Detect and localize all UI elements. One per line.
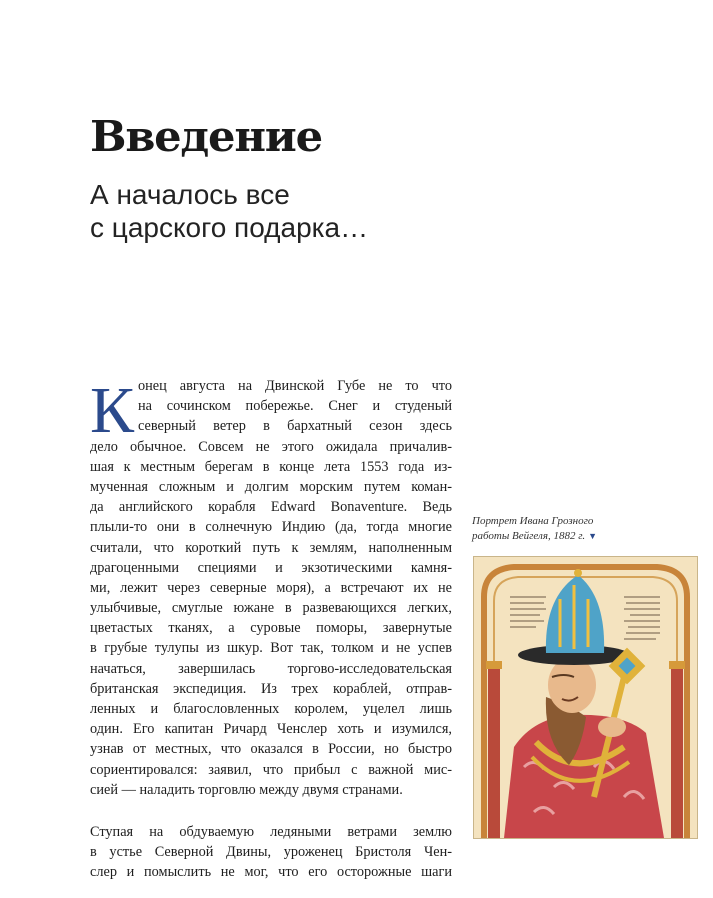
text-line: Ступая на обдуваемую ледяными ветрами землю (90, 823, 452, 840)
portrait-image (473, 556, 698, 839)
text-line: ми, лежит через северные моря), а встречают их не (90, 579, 452, 596)
caption-line: Портрет Ивана Грозного (472, 515, 594, 527)
text-line: в устье Северной Двины, уроженец Бристоля Чен- (90, 844, 452, 861)
text-line: ленных и благословленных королем, уцелел лишь (90, 701, 452, 717)
text-line: начаться, завершилась торгово-исследовательская (90, 660, 452, 677)
subtitle-line: А началось все (90, 179, 290, 210)
paragraph-1 (90, 376, 452, 800)
article-body (90, 376, 452, 883)
text-line: слер и помыслить не мог, что его осторожные шаги (90, 864, 452, 881)
chapter-subtitle (90, 178, 368, 244)
text-line: мученная сложным и долгим морским путем коман- (90, 478, 452, 495)
text-line: узнав от местных, что оказался в России, но быстро (90, 741, 452, 758)
drop-cap: К (90, 374, 135, 447)
text-line: северный ветер в бархатный сезон здесь (138, 418, 452, 435)
text-line: онец августа на Двинской Губе не то что (138, 378, 452, 394)
text-line: на сочинском побережье. Снег и студеный (138, 398, 452, 415)
text-line: улыбчивые, смуглые южане в развевающихся легких, (90, 600, 452, 617)
chapter-title: Введение (90, 112, 322, 161)
caption-line: работы Вейгеля, 1882 г. (472, 530, 586, 542)
text-line: плыли-то они в солнечную Индию (да, тогда многие (90, 519, 452, 536)
text-line: драгоценными специями и экзотическими камня- (90, 559, 452, 576)
text-line: шая к местным берегам в конце лета 1553 года из- (90, 458, 452, 475)
figure-caption (472, 514, 622, 544)
subtitle-line: с царского подарка… (90, 212, 369, 243)
text-line: один. Его капитан Ричард Ченслер хоть и изумился, (90, 721, 452, 738)
text-line: в грубые тулупы из шкур. Вот так, толком и не успев (90, 640, 452, 657)
text-line: да английского корабля Edward Bonaventure. Ведь (90, 499, 452, 516)
text-line: считали, что короткий путь к землям, наполненным (90, 539, 452, 556)
caption-arrow-icon: ▼ (588, 531, 598, 541)
text-line: дело обычное. Совсем не этого ожидала причалив- (90, 438, 452, 455)
text-line: цветастых тканях, а суровые поморы, завернутые (90, 620, 452, 637)
portrait-illustration (474, 557, 697, 838)
paragraph-2 (90, 822, 452, 883)
text-line: британская экспедиция. Из трех кораблей, отправ- (90, 680, 452, 697)
text-line: сией — наладить торговлю между двумя странами. (90, 781, 403, 798)
text-line: сориентировался: заявил, что прибыл с важной мис- (90, 761, 452, 778)
